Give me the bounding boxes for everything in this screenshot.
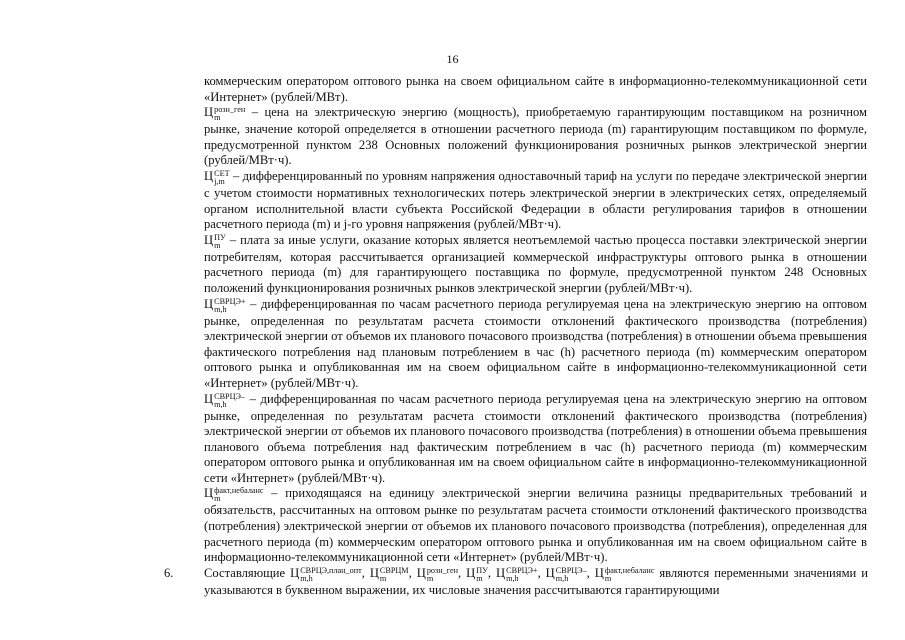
- definition-tsena-set: [204, 169, 867, 233]
- formula-symbol: Ц розн_ген m: [204, 105, 246, 123]
- formula-symbol: Ц СВРЦЭ,план_опт m,h: [290, 566, 362, 583]
- definition-tsena-svrce-minus: [204, 392, 867, 487]
- page-number: 16: [446, 52, 459, 66]
- item-lead: Составляющие: [204, 566, 286, 580]
- definition-tsena-svrce-plus: [204, 297, 867, 392]
- definition-tsena-rozn-gen: [204, 105, 867, 169]
- formula-symbol: Ц СВРЦЭ+ m,h: [496, 566, 538, 583]
- formula-symbol: Ц СВРЦМ m: [369, 566, 409, 583]
- definition-text: – дифференцированная по часам расчетного периода регулируемая цена на электрическую энергию на оптовом рынке, определенная по результатам расчета стоимости отклонений фактического производства (потребления) электрической энергии от объемов их планового почасового производства (потребления) в отношении объема превышения планового объема потребления над фактическим потреблением в час (h) расчетного периода (m) коммерческим оператором оптового рынка и опубликованная им на своем официальном сайте в информационно-телекоммуникационной сети «Интернет» (рублей/МВт·ч).: [204, 391, 867, 485]
- formula-symbol: Ц СВРЦЭ+ m,h: [204, 296, 246, 314]
- paragraph-continuation: коммерческим оператором оптового рынка на своем официальном сайте в информационно-телекоммуникационной сети «Интернет» (рублей/МВт).: [204, 74, 867, 104]
- item-number: 6.: [164, 566, 174, 580]
- document-body: [204, 74, 867, 566]
- definition-text: – приходящаяся на единицу электрической энергии величина разницы предварительных требований и обязательств, рассчитанных на оптовом рынке по результатам расчета стоимости отклонений фактического производства (потребления) электрической энергии от объемов их планового почасового производства (потребления), определенная для расчетного периода (m) коммерческим оператором оптового рынка и опубликованная им на своем официальном сайте в информационно-телекоммуникационной сети «Интернет» (рублей/МВт·ч).: [204, 486, 867, 565]
- definition-text: – цена на электрическую энергию (мощность), приобретаемую гарантирующим поставщиком на розничном рынке, значение которой определяется в отношении расчетного периода (m) гарантирующим поставщиком по формуле, предусмотренной пунктом 238 Основных положений функционирования розничных рынков электрической энергии (рублей/МВт·ч).: [204, 105, 867, 168]
- formula-symbol: Ц СЕТ j,m: [204, 168, 230, 186]
- formula-symbol: Ц СВРЦЭ– m,h: [204, 391, 245, 409]
- formula-symbol: Ц факт,небаланс m: [594, 566, 655, 583]
- item-text: Составляющие Ц СВРЦЭ,план_опт m,h , Ц СВРЦМ m , Ц розн_ген m , Ц ПУ m , Ц СВРЦЭ+ m,h , Ц СВРЦЭ– m,h , Ц факт,небаланс m являются переменными значениями и указываются в буквенном выражении, их числовые значения рассчитываются гарантирующими: [204, 566, 868, 597]
- formula-symbol: Ц СВРЦЭ– m,h: [545, 566, 587, 583]
- definition-tsena-pu: [204, 233, 867, 297]
- formula-symbol: Ц факт,небаланс m: [204, 486, 264, 504]
- formula-symbol: Ц розн_ген m: [416, 566, 458, 583]
- list-item-6: [164, 566, 868, 599]
- definition-text: – плата за иные услуги, оказание которых является неотъемлемой частью процесса поставки электрической энергии потребителям, которая рассчитывается организацией коммерческой инфраструктуры оптового рынка в отношении расчетного периода (m) для гарантирующего поставщика по формуле, предусмотренной пунктом 248 Основных положений функционирования розничных рынков электрической энергии (рублей/МВт·ч).: [204, 232, 867, 295]
- definition-text: – дифференцированный по уровням напряжения одноставочный тариф на услуги по передаче электрической энергии с учетом стоимости нормативных технологических потерь электрической энергии в электрических сетях, определяемый органом исполнительной власти субъекта Российской Федерации в области регулирования тарифов в отношении расчетного периода (m) и j-го уровня напряжения (рублей/МВт·ч).: [204, 168, 867, 232]
- formula-symbol: Ц ПУ m: [204, 232, 226, 250]
- formula-symbol: Ц ПУ m: [466, 566, 488, 583]
- definition-tsena-fakt-nebalans: [204, 486, 867, 565]
- definition-text: – дифференцированная по часам расчетного периода регулируемая цена на электрическую энергию на оптовом рынке, определенная по результатам расчета стоимости отклонений фактического производства (потребления) электрической энергии от объемов их планового почасового производства (потребления) в отношении объема превышения фактического потребления над плановым потреблением в час (h) расчетного периода (m) коммерческим оператором оптового рынка и опубликованная им на своем официальном сайте в информационно-телекоммуникационной сети «Интернет» (рублей/МВт·ч).: [204, 296, 868, 390]
- item-tail: являются переменными значениями и указываются в буквенном выражении, их числовые значения рассчитываются гарантирующими: [204, 566, 868, 597]
